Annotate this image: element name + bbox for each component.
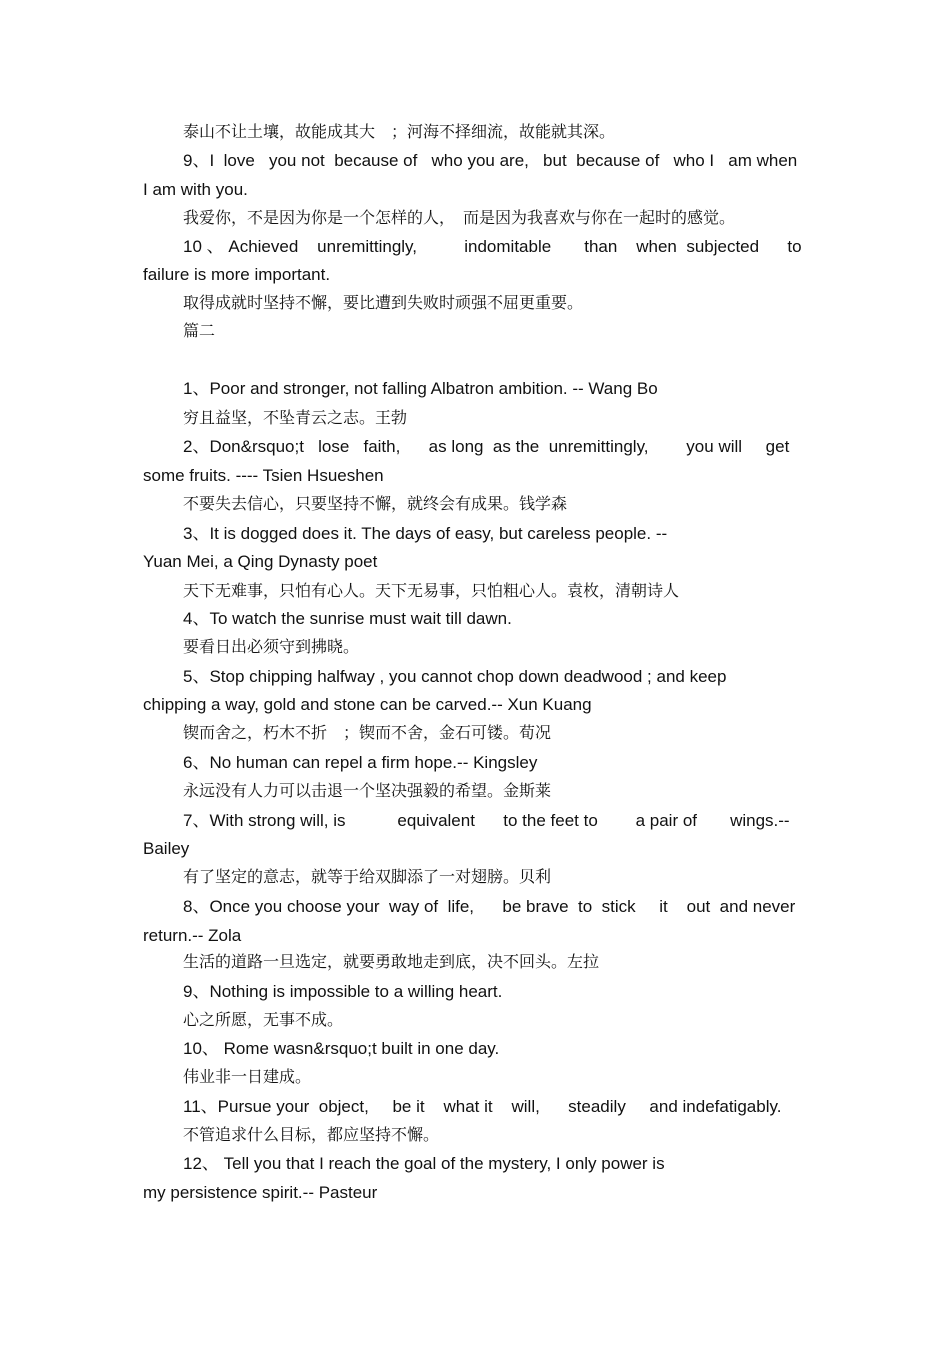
text-line: 心之所愿，无事不成。 [183,1010,344,1029]
text-line: 天下无难事，只怕有心人。天下无易事，只怕粗心人。袁枚，清朝诗人 [183,581,680,600]
text-line: 12、 Tell you that I reach the goal of the mystery, I only power is [183,1154,665,1173]
text-line: 有了坚定的意志，就等于给双脚添了一对翅膀。贝利 [183,867,552,886]
text-line: 不管追求什么目标，都应坚持不懈。 [183,1125,440,1144]
text-line: 3、It is dogged does it. The days of easy, but careless people. -- [183,524,668,543]
text-line: some fruits. ---- Tsien Hsueshen [143,466,384,485]
text-line: chipping a way, gold and stone can be carved.-- Xun Kuang [143,695,592,714]
section-heading: 篇二 [183,321,216,340]
text-line: 生活的道路一旦选定，就要勇敢地走到底，决不回头。左拉 [183,952,600,971]
text-line: 10、 Rome wasn&rsquo;t built in one day. [183,1039,500,1058]
text-line: 泰山不让土壤，故能成其大 ；河海不择细流，故能就其深。 [183,122,616,141]
text-line: 9、Nothing is impossible to a willing heart. [183,982,503,1001]
text-line: 9、I love you not because of who you are, but because of who I am when [183,151,798,170]
text-line: 取得成就时坚持不懈，要比遭到失败时顽强不屈更重要。 [183,293,584,312]
text-line: I am with you. [143,180,248,199]
text-line: 我爱你，不是因为你是一个怎样的人， 而是因为我喜欢与你在一起时的感觉。 [183,208,736,227]
text-line: 锲而舍之，朽木不折 ；锲而不舍，金石可镂。荀况 [183,723,552,742]
text-line: 4、To watch the sunrise must wait till dawn. [183,609,512,628]
text-line: 6、No human can repel a firm hope.-- Kingsley [183,753,538,772]
text-line: 穷且益坚，不坠青云之志。王勃 [183,408,408,427]
text-line: return.-- Zola [143,926,242,945]
text-line: 11、Pursue your object, be it what it will, steadily and indefatigably. [183,1097,782,1116]
text-line: 2、Don&rsquo;t lose faith, as long as the unremittingly, you will get [183,437,790,456]
text-line: Bailey [143,839,190,858]
text-line: 8、Once you choose your way of life, be brave to stick it out and never [183,897,796,916]
text-line: my persistence spirit.-- Pasteur [143,1183,378,1202]
text-line: Yuan Mei, a Qing Dynasty poet [143,552,378,571]
text-line: 永远没有人力可以击退一个坚决强毅的希望。金斯莱 [183,781,552,800]
text-line: failure is more important. [143,265,331,284]
text-line: 1、Poor and stronger, not falling Albatron ambition. -- Wang Bo [183,379,658,398]
text-line: 10 、 Achieved unremittingly, indomitable than when subjected to [183,237,802,256]
text-line: 5、Stop chipping halfway , you cannot chop down deadwood ; and keep [183,667,727,686]
text-line: 不要失去信心，只要坚持不懈，就终会有成果。钱学森 [183,494,568,513]
text-line: 伟业非一日建成。 [183,1067,312,1086]
text-line: 要看日出必须守到拂晓。 [183,637,360,656]
text-line: 7、With strong will, is equivalent to the feet to a pair of wings.-- [183,811,790,830]
